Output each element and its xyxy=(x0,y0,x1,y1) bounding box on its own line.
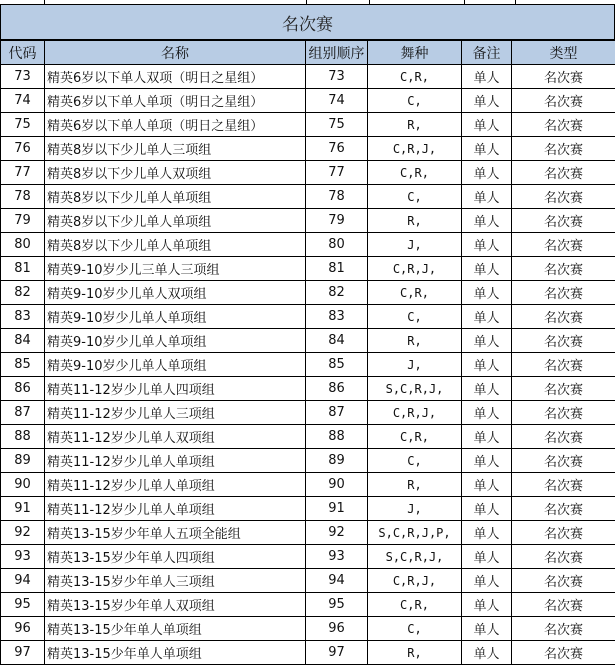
table-row xyxy=(1,425,615,449)
cell-name[interactable]: 精英11-12岁少儿单人双项组 xyxy=(45,425,306,449)
cell-name[interactable]: 精英13-15岁少年单人三项组 xyxy=(45,569,306,593)
cell-order[interactable]: 80 xyxy=(306,233,368,257)
header-order[interactable]: 组别顺序 xyxy=(306,41,368,65)
cell-dance[interactable]: C,R,J, xyxy=(368,569,462,593)
cell-name[interactable]: 精英8岁以下少儿单人单项组 xyxy=(45,209,306,233)
cell-type[interactable]: 名次赛 xyxy=(512,137,615,161)
cell-type[interactable]: 名次赛 xyxy=(512,545,615,569)
table-row xyxy=(1,89,615,113)
table-row xyxy=(1,257,615,281)
results-table xyxy=(0,40,615,665)
cell-dance[interactable]: C,R, xyxy=(368,281,462,305)
cell-note[interactable]: 单人 xyxy=(462,593,512,617)
cell-code[interactable]: 82 xyxy=(1,281,45,305)
cell-code[interactable]: 74 xyxy=(1,89,45,113)
table-row xyxy=(1,233,615,257)
table-row xyxy=(1,521,615,545)
cell-dance[interactable]: R, xyxy=(368,329,462,353)
cell-type[interactable]: 名次赛 xyxy=(512,89,615,113)
table-row xyxy=(1,329,615,353)
cell-code[interactable]: 85 xyxy=(1,353,45,377)
cell-type[interactable]: 名次赛 xyxy=(512,593,615,617)
cell-order[interactable]: 92 xyxy=(306,521,368,545)
cell-note[interactable]: 单人 xyxy=(462,521,512,545)
cell-dance[interactable]: C, xyxy=(368,449,462,473)
cell-code[interactable]: 96 xyxy=(1,617,45,641)
cell-name[interactable]: 精英6岁以下单人单项（明日之星组） xyxy=(45,89,306,113)
cell-code[interactable]: 83 xyxy=(1,305,45,329)
cell-type[interactable]: 名次赛 xyxy=(512,257,615,281)
header-row xyxy=(1,41,615,65)
cell-name[interactable]: 精英8岁以下少儿单人单项组 xyxy=(45,233,306,257)
cell-note[interactable]: 单人 xyxy=(462,209,512,233)
table-row xyxy=(1,497,615,521)
cell-order[interactable]: 88 xyxy=(306,425,368,449)
cell-code[interactable]: 91 xyxy=(1,497,45,521)
cell-code[interactable]: 88 xyxy=(1,425,45,449)
cell-type[interactable]: 名次赛 xyxy=(512,521,615,545)
cell-dance[interactable]: S,C,R,J, xyxy=(368,377,462,401)
cell-order[interactable]: 84 xyxy=(306,329,368,353)
cell-code[interactable]: 90 xyxy=(1,473,45,497)
cell-name[interactable]: 精英8岁以下少儿单人双项组 xyxy=(45,161,306,185)
cell-note[interactable]: 单人 xyxy=(462,65,512,89)
table-row xyxy=(1,593,615,617)
cell-name[interactable]: 精英9-10岁少儿单人单项组 xyxy=(45,305,306,329)
cell-name[interactable]: 精英9-10岁少儿单人双项组 xyxy=(45,281,306,305)
table-row xyxy=(1,449,615,473)
cell-code[interactable]: 76 xyxy=(1,137,45,161)
cell-note[interactable]: 单人 xyxy=(462,617,512,641)
cell-code[interactable]: 78 xyxy=(1,185,45,209)
cell-type[interactable]: 名次赛 xyxy=(512,185,615,209)
table-row xyxy=(1,353,615,377)
cell-type[interactable]: 名次赛 xyxy=(512,329,615,353)
cell-order[interactable]: 81 xyxy=(306,257,368,281)
cell-name[interactable]: 精英6岁以下单人双项（明日之星组） xyxy=(45,65,306,89)
cell-type[interactable]: 名次赛 xyxy=(512,425,615,449)
cell-order[interactable]: 97 xyxy=(306,641,368,665)
cell-order[interactable]: 95 xyxy=(306,593,368,617)
cell-order[interactable]: 77 xyxy=(306,161,368,185)
cell-type[interactable]: 名次赛 xyxy=(512,65,615,89)
cell-dance[interactable]: C,R, xyxy=(368,425,462,449)
cell-order[interactable]: 73 xyxy=(306,65,368,89)
cell-dance[interactable]: C,R, xyxy=(368,593,462,617)
cell-name[interactable]: 精英9-10岁少儿单人单项组 xyxy=(45,329,306,353)
cell-name[interactable]: 精英11-12岁少儿单人单项组 xyxy=(45,497,306,521)
cell-note[interactable]: 单人 xyxy=(462,425,512,449)
cell-name[interactable]: 精英11-12岁少儿单人单项组 xyxy=(45,473,306,497)
cell-type[interactable]: 名次赛 xyxy=(512,353,615,377)
cell-order[interactable]: 87 xyxy=(306,401,368,425)
cell-dance[interactable]: C,R,J, xyxy=(368,137,462,161)
cell-name[interactable]: 精英9-10岁少儿三单人三项组 xyxy=(45,257,306,281)
cell-note[interactable]: 单人 xyxy=(462,233,512,257)
cell-type[interactable]: 名次赛 xyxy=(512,449,615,473)
cell-type[interactable]: 名次赛 xyxy=(512,305,615,329)
cell-name[interactable]: 精英11-12岁少儿单人四项组 xyxy=(45,377,306,401)
cell-note[interactable]: 单人 xyxy=(462,89,512,113)
table-row xyxy=(1,617,615,641)
header-note[interactable]: 备注 xyxy=(462,41,512,65)
cell-order[interactable]: 74 xyxy=(306,89,368,113)
cell-code[interactable]: 92 xyxy=(1,521,45,545)
cell-note[interactable]: 单人 xyxy=(462,329,512,353)
cell-dance[interactable]: C,R,J, xyxy=(368,401,462,425)
cell-dance[interactable]: C,R, xyxy=(368,161,462,185)
cell-note[interactable]: 单人 xyxy=(462,641,512,665)
cell-dance[interactable]: J, xyxy=(368,353,462,377)
cell-note[interactable]: 单人 xyxy=(462,449,512,473)
cell-code[interactable]: 97 xyxy=(1,641,45,665)
table-row xyxy=(1,281,615,305)
cell-code[interactable]: 73 xyxy=(1,65,45,89)
cell-type[interactable]: 名次赛 xyxy=(512,161,615,185)
table-row xyxy=(1,161,615,185)
cell-code[interactable]: 79 xyxy=(1,209,45,233)
cell-order[interactable]: 83 xyxy=(306,305,368,329)
cell-note[interactable]: 单人 xyxy=(462,305,512,329)
cell-order[interactable]: 78 xyxy=(306,185,368,209)
cell-order[interactable]: 85 xyxy=(306,353,368,377)
cell-type[interactable]: 名次赛 xyxy=(512,377,615,401)
cell-dance[interactable]: C, xyxy=(368,617,462,641)
cell-note[interactable]: 单人 xyxy=(462,569,512,593)
cell-dance[interactable]: C, xyxy=(368,89,462,113)
cell-order[interactable]: 96 xyxy=(306,617,368,641)
cell-name[interactable]: 精英9-10岁少儿单人单项组 xyxy=(45,353,306,377)
table-row xyxy=(1,113,615,137)
cell-note[interactable]: 单人 xyxy=(462,401,512,425)
cell-name[interactable]: 精英11-12岁少儿单人单项组 xyxy=(45,449,306,473)
cell-dance[interactable]: J, xyxy=(368,233,462,257)
cell-code[interactable]: 77 xyxy=(1,161,45,185)
cell-note[interactable]: 单人 xyxy=(462,377,512,401)
cell-code[interactable]: 93 xyxy=(1,545,45,569)
cell-note[interactable]: 单人 xyxy=(462,497,512,521)
cell-note[interactable]: 单人 xyxy=(462,545,512,569)
cell-type[interactable]: 名次赛 xyxy=(512,569,615,593)
cell-name[interactable]: 精英8岁以下少儿单人三项组 xyxy=(45,137,306,161)
cell-type[interactable]: 名次赛 xyxy=(512,113,615,137)
cell-type[interactable]: 名次赛 xyxy=(512,233,615,257)
cell-dance[interactable]: S,C,R,J,P, xyxy=(368,521,462,545)
cell-type[interactable]: 名次赛 xyxy=(512,473,615,497)
header-dance[interactable]: 舞种 xyxy=(368,41,462,65)
table-row xyxy=(1,545,615,569)
table-row xyxy=(1,137,615,161)
cell-dance[interactable]: R, xyxy=(368,641,462,665)
table-row xyxy=(1,401,615,425)
cell-code[interactable]: 84 xyxy=(1,329,45,353)
cell-note[interactable]: 单人 xyxy=(462,137,512,161)
cell-order[interactable]: 79 xyxy=(306,209,368,233)
cell-order[interactable]: 82 xyxy=(306,281,368,305)
cell-code[interactable]: 89 xyxy=(1,449,45,473)
cell-type[interactable]: 名次赛 xyxy=(512,281,615,305)
cell-name[interactable]: 精英13-15岁少年单人五项全能组 xyxy=(45,521,306,545)
header-code[interactable]: 代码 xyxy=(1,41,45,65)
cell-dance[interactable]: C, xyxy=(368,185,462,209)
cell-name[interactable]: 精英11-12岁少儿单人三项组 xyxy=(45,401,306,425)
table-row xyxy=(1,185,615,209)
cell-type[interactable]: 名次赛 xyxy=(512,209,615,233)
cell-order[interactable]: 89 xyxy=(306,449,368,473)
cell-dance[interactable]: R, xyxy=(368,209,462,233)
cell-note[interactable]: 单人 xyxy=(462,113,512,137)
cell-name[interactable]: 精英8岁以下少儿单人单项组 xyxy=(45,185,306,209)
cell-name[interactable]: 精英13-15少年单人单项组 xyxy=(45,641,306,665)
cell-dance[interactable]: C,R,J, xyxy=(368,257,462,281)
cell-dance[interactable]: C, xyxy=(368,305,462,329)
cell-code[interactable]: 81 xyxy=(1,257,45,281)
table-row xyxy=(1,209,615,233)
cell-order[interactable]: 91 xyxy=(306,497,368,521)
cell-order[interactable]: 76 xyxy=(306,137,368,161)
cell-type[interactable]: 名次赛 xyxy=(512,497,615,521)
cell-dance[interactable]: R, xyxy=(368,473,462,497)
cell-name[interactable]: 精英13-15岁少年单人双项组 xyxy=(45,593,306,617)
cell-note[interactable]: 单人 xyxy=(462,161,512,185)
cell-code[interactable]: 94 xyxy=(1,569,45,593)
cell-code[interactable]: 87 xyxy=(1,401,45,425)
table-row xyxy=(1,305,615,329)
cell-code[interactable]: 86 xyxy=(1,377,45,401)
cell-name[interactable]: 精英13-15岁少年单人四项组 xyxy=(45,545,306,569)
cell-dance[interactable]: J, xyxy=(368,497,462,521)
cell-type[interactable]: 名次赛 xyxy=(512,617,615,641)
table-row xyxy=(1,473,615,497)
cell-code[interactable]: 75 xyxy=(1,113,45,137)
cell-type[interactable]: 名次赛 xyxy=(512,401,615,425)
cell-note[interactable]: 单人 xyxy=(462,473,512,497)
table-row xyxy=(1,65,615,89)
table-row xyxy=(1,377,615,401)
table-row xyxy=(1,569,615,593)
cell-dance[interactable]: C,R, xyxy=(368,65,462,89)
table-row xyxy=(1,641,615,665)
cell-note[interactable]: 单人 xyxy=(462,257,512,281)
cell-name[interactable]: 精英13-15少年单人单项组 xyxy=(45,617,306,641)
cell-note[interactable]: 单人 xyxy=(462,281,512,305)
cell-name[interactable]: 精英6岁以下单人单项（明日之星组） xyxy=(45,113,306,137)
header-type[interactable]: 类型 xyxy=(512,41,615,65)
cell-order[interactable]: 90 xyxy=(306,473,368,497)
cell-code[interactable]: 95 xyxy=(1,593,45,617)
cell-order[interactable]: 94 xyxy=(306,569,368,593)
cell-note[interactable]: 单人 xyxy=(462,185,512,209)
cell-order[interactable]: 86 xyxy=(306,377,368,401)
cell-note[interactable]: 单人 xyxy=(462,353,512,377)
cell-code[interactable]: 80 xyxy=(1,233,45,257)
section-title: 名次赛 xyxy=(0,5,615,40)
cell-dance[interactable]: R, xyxy=(368,113,462,137)
cell-order[interactable]: 75 xyxy=(306,113,368,137)
header-name[interactable]: 名称 xyxy=(45,41,306,65)
cell-type[interactable]: 名次赛 xyxy=(512,641,615,665)
cell-order[interactable]: 93 xyxy=(306,545,368,569)
cell-dance[interactable]: S,C,R,J, xyxy=(368,545,462,569)
